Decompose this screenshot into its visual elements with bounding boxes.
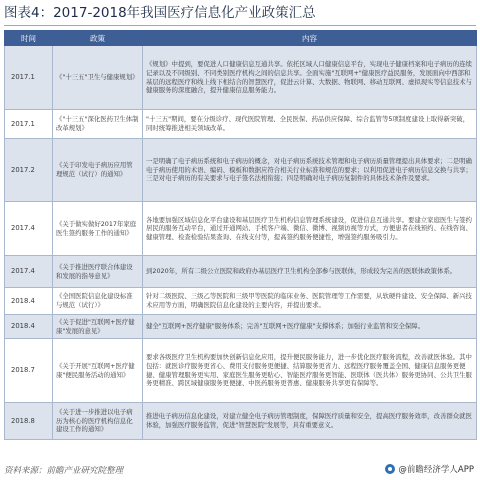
table-row bbox=[5, 288, 477, 315]
table-row bbox=[5, 315, 477, 339]
cell-policy: 《"十三五"深化医药卫生体制改革规划》 bbox=[53, 110, 143, 139]
source-note: 资料来源：前瞻产业研究院整理 bbox=[4, 466, 124, 476]
brand-watermark bbox=[385, 463, 474, 475]
cell-time: 2017.1 bbox=[5, 110, 53, 139]
cell-time: 2018.4 bbox=[5, 288, 53, 315]
table-header-row bbox=[5, 31, 477, 46]
qianzhan-logo-icon bbox=[385, 464, 395, 474]
cell-time: 2018.4 bbox=[5, 315, 53, 339]
page-title: 图表4：2017-2018年我国医疗信息化产业政策汇总 bbox=[4, 5, 316, 21]
table-row bbox=[5, 202, 477, 256]
header-policy: 政策 bbox=[53, 31, 143, 46]
cell-content: 《规划》中提到，要促进人口健康信息互通共享。依托区域人口健康信息平台，实现电子健康档案和电子病历的连续记录以及不同级别、不同类别医疗机构之间的信息共享。全面实施"互联网+"健康医疗益民服务，发展面向中西部和基层的远程医疗和线上线下相结合的智慧医疗，促进云计算、大数据、物联网、移动互联网、虚拟现实等信息技术与健康服务的深度融合，提升健康信息服务能力。 bbox=[143, 46, 477, 110]
header-time: 时间 bbox=[5, 31, 53, 46]
cell-content: 推进电子病历信息化建设，对建立健全电子病历管理制度，保障医疗质量和安全，提高医疗服务效率，改善群众就医体验，加强医疗服务监管，促进"智慧医院"发展等，具有重要意义。 bbox=[143, 403, 477, 440]
title-divider bbox=[4, 25, 476, 26]
cell-policy: 《关于印发电子病历应用管理规范（试行）的通知》 bbox=[53, 139, 143, 202]
cell-content: 针对二级医院、三级乙等医院和三级甲等医院的临床业务、医院管理等工作需要，从软硬件建设、安全保障、新兴技术应用等方面，明确医院信息化建设的主要内容，并提出要求。 bbox=[143, 288, 477, 315]
table-row bbox=[5, 403, 477, 440]
table-row bbox=[5, 256, 477, 288]
cell-time: 2017.4 bbox=[5, 256, 53, 288]
cell-policy: 《关于进一步推进以电子病历为核心的医疗机构信息化建设工作的通知》 bbox=[53, 403, 143, 440]
policy-table bbox=[4, 30, 477, 440]
cell-time: 2018.7 bbox=[5, 339, 53, 403]
cell-content: 一是明确了电子病历系统和电子病历的概念，对电子病历系统技术管理和电子病历质量管理提出具体要求；二是明确电子病历使用的术语、编码、模板和数据应符合相关行业标准和规范的要求；以利用促进电子病历信息交换与共享；三是对电子病历的有关要求与电子签名法相衔接；四是明确对电子病历复制件的具体技术条件及要求。 bbox=[143, 139, 477, 202]
cell-time: 2018.8 bbox=[5, 403, 53, 440]
cell-policy: 《关于开展"互联网+医疗健康"便民服务活动的通知》 bbox=[53, 339, 143, 403]
table-row bbox=[5, 110, 477, 139]
cell-time: 2017.2 bbox=[5, 139, 53, 202]
cell-policy: 《关于做实做好2017年家庭医生签约服务工作的通知》 bbox=[53, 202, 143, 256]
header-content: 内容 bbox=[143, 31, 477, 46]
cell-policy: 《"十三五"卫生与健康规划》 bbox=[53, 46, 143, 110]
cell-time: 2017.1 bbox=[5, 46, 53, 110]
cell-content: 要求各级医疗卫生机构要加快创新信息化应用，提升便民服务能力，进一步优化医疗服务流程，改善就医体验。其中包括：就医诊疗服务更省心、费用支付服务更便捷、结算服务更省力、远程医疗服务覆盖全国、健康信息服务更便捷、健康管理服务更实用、家庭医生服务更贴心、智能医疗服务更智能、医联体（医共体）服务更协同、公共卫生服务更精准、跨区域健康服务更便捷、中医药服务更普惠、健康服务共享更有保障等。 bbox=[143, 339, 477, 403]
cell-policy: 《关于推进医疗联合体建设和发展的指导意见》 bbox=[53, 256, 143, 288]
table-row bbox=[5, 139, 477, 202]
cell-content: 到2020年，所有二级公立医院和政府办基层医疗卫生机构全部参与医联体，形成较为完善的医联体政策体系。 bbox=[143, 256, 477, 288]
cell-content: 各地要加强区域信息化平台建设和基层医疗卫生机构信息管理系统建设，促进信息互通共享。要建立家庭医生与签约居民的服务互动平台，通过开通网站、手机客户端、微信、微博、视频访视等方式，方便患者在线预约、在线咨询、健康管理、检查检验结果查询、在线支付等，提高签约服务便捷性，增强签约服务吸引力。 bbox=[143, 202, 477, 256]
cell-content: 健全"互联网+医疗健康"服务体系；完善"互联网+医疗健康"支撑体系；加强行业监管和安全保障。 bbox=[143, 315, 477, 339]
table-row bbox=[5, 46, 477, 110]
cell-time: 2017.4 bbox=[5, 202, 53, 256]
cell-policy: 《关于促进"互联网+医疗健康"发展的意见》 bbox=[53, 315, 143, 339]
cell-content: "十三五"期间，要在分级诊疗、现代医院管理、全民医保、药品供应保障、综合监管等5项制度建设上取得新突破，同时统筹推进相关领域改革。 bbox=[143, 110, 477, 139]
table-row bbox=[5, 339, 477, 403]
brand-label: @前瞻经济学人APP bbox=[398, 465, 474, 475]
cell-policy: 《全国医院信息化建设标准与规范（试行）》 bbox=[53, 288, 143, 315]
